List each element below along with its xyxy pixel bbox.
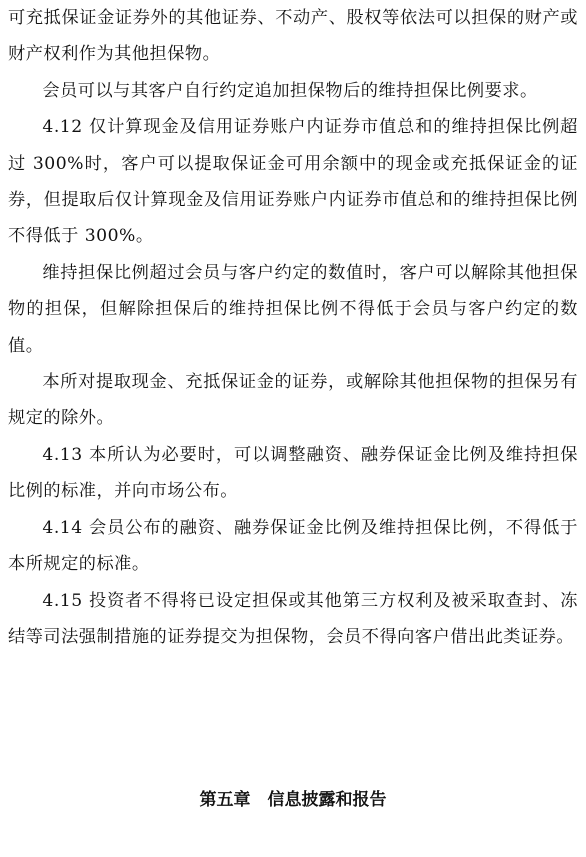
paragraph-exception: 本所对提取现金、充抵保证金的证券，或解除其他担保物的担保另有规定的除外。	[8, 372, 578, 429]
paragraph-release-collateral: 维持担保比例超过会员与客户约定的数值时，客户可以解除其他担保物的担保，但解除担保后的维持担保比例不得低于会员与客户约定的数值。	[8, 262, 578, 356]
chapter-heading: 第五章 信息披露和报告	[199, 790, 387, 810]
paragraph-4-12: 4.12 仅计算现金及信用证券账户内证券市值总和的维持担保比例超过 300%时，客户可以提取保证金可用余额中的现金或充抵保证金的证券，但提取后仅计算现金及信用证券账户内证券市值总和的维持担保比例不得低于 300%。	[8, 117, 578, 247]
paragraph-4-14: 4.14 会员公布的融资、融券保证金比例及维持担保比例，不得低于本所规定的标准。	[8, 517, 578, 575]
paragraph-additional-collateral: 会员可以与其客户自行约定追加担保物后的维持担保比例要求。	[42, 80, 538, 101]
paragraph-4-15: 4.15 投资者不得将已设定担保或其他第三方权利及被采取查封、冻结等司法强制措施的证券提交为担保物，会员不得向客户借出此类证券。	[8, 590, 578, 647]
paragraph-4-13: 4.13 本所认为必要时，可以调整融资、融券保证金比例及维持担保比例的标准，并向市场公布。	[8, 444, 578, 502]
paragraph-continuation: 可充抵保证金证券外的其他证券、不动产、股权等依法可以担保的财产或财产权利作为其他担保物。	[8, 8, 578, 65]
